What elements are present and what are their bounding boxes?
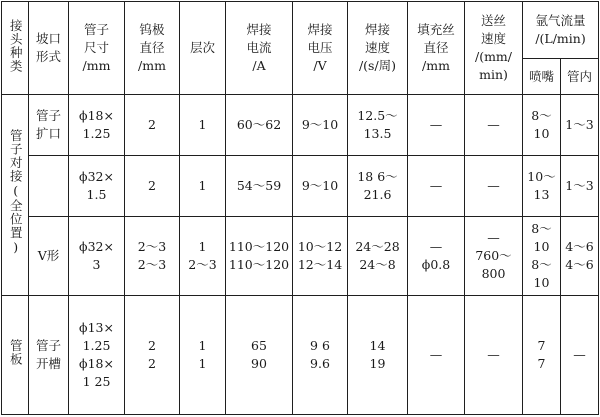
welding-speed-cell: 24～28 24～8: [348, 217, 408, 295]
welding-voltage-cell: 10～12 12～14: [293, 217, 348, 295]
welding-speed-cell: 18 6～ 21.6: [348, 156, 408, 217]
welding-current-cell: 54～59: [226, 156, 293, 217]
nozzle-cell: 10～13: [523, 156, 561, 217]
header-pipe-size: 管子 尺寸 /mm: [69, 2, 125, 95]
pipe-size-cell: ϕ32× 3: [69, 217, 125, 295]
groove-form-cell: 管子 开槽: [29, 295, 69, 414]
layer-cell: 1 1: [180, 295, 226, 414]
header-welding-speed: 焊接 速度 /(s/周): [348, 2, 408, 95]
header-electrode-diameter: 钨极 直径 /mm: [125, 2, 180, 95]
header-groove-form: 坡口 形式: [29, 2, 69, 95]
header-joint-type: 接头种类: [2, 2, 29, 95]
header-pipe-inside: 管内: [561, 59, 599, 95]
header-argon-flow: 氩气流量 /(L/min): [523, 2, 599, 59]
header-welding-current: 焊接 电流 /A: [226, 2, 293, 95]
wire-feed-speed-cell: —: [465, 295, 523, 414]
table-row: [2, 217, 599, 295]
header-filler-wire-diameter: 填充丝 直径 /mm: [408, 2, 465, 95]
electrode-diameter-cell: 2～3 2～3: [125, 217, 180, 295]
joint-type-cell: 管子对接(全位置): [2, 95, 29, 295]
welding-current-cell: 110～120 110～120: [226, 217, 293, 295]
header-welding-voltage: 焊接 电压 /V: [293, 2, 348, 95]
layer-cell: 1 2～3: [180, 217, 226, 295]
wire-feed-speed-cell: — 760～800: [465, 217, 523, 295]
pipe-inside-cell: 4～6 4～6: [561, 217, 599, 295]
joint-type-cell: 管板: [2, 295, 29, 414]
electrode-diameter-cell: 2 2: [125, 295, 180, 414]
filler-wire-diameter-cell: — ϕ0.8: [408, 217, 465, 295]
header-layer: 层次: [180, 2, 226, 95]
pipe-inside-cell: —: [561, 295, 599, 414]
wire-feed-speed-cell: —: [465, 95, 523, 156]
layer-cell: 1: [180, 156, 226, 217]
table-row: [2, 156, 599, 217]
welding-voltage-cell: 9～10: [293, 95, 348, 156]
header-nozzle: 喷嘴: [523, 59, 561, 95]
nozzle-cell: 7 7: [523, 295, 561, 414]
pipe-size-cell: ϕ18× 1.25: [69, 95, 125, 156]
nozzle-cell: 8～10 8～10: [523, 217, 561, 295]
layer-cell: 1: [180, 95, 226, 156]
welding-current-cell: 60～62: [226, 95, 293, 156]
filler-wire-diameter-cell: —: [408, 295, 465, 414]
table-row: [2, 95, 599, 156]
pipe-inside-cell: 1～3: [561, 156, 599, 217]
groove-form-cell: V形: [29, 217, 69, 295]
welding-speed-cell: 12.5～ 13.5: [348, 95, 408, 156]
filler-wire-diameter-cell: —: [408, 156, 465, 217]
electrode-diameter-cell: 2: [125, 95, 180, 156]
table-row: [2, 295, 599, 414]
header-row-1: [2, 2, 599, 59]
pipe-size-cell: ϕ32× 1.5: [69, 156, 125, 217]
groove-form-cell: 管子 扩口: [29, 95, 69, 156]
groove-form-cell: [29, 156, 69, 217]
welding-current-cell: 65 90: [226, 295, 293, 414]
welding-voltage-cell: 9 6 9.6: [293, 295, 348, 414]
nozzle-cell: 8～10: [523, 95, 561, 156]
pipe-inside-cell: 1～3: [561, 95, 599, 156]
electrode-diameter-cell: 2: [125, 156, 180, 217]
welding-voltage-cell: 9～10: [293, 156, 348, 217]
welding-parameters-table: [1, 1, 599, 415]
filler-wire-diameter-cell: —: [408, 95, 465, 156]
wire-feed-speed-cell: —: [465, 156, 523, 217]
pipe-size-cell: ϕ13× 1.25 ϕ18× 1 25: [69, 295, 125, 414]
welding-speed-cell: 14 19: [348, 295, 408, 414]
header-wire-feed-speed: 送丝 速度 /(mm/ min): [465, 2, 523, 95]
